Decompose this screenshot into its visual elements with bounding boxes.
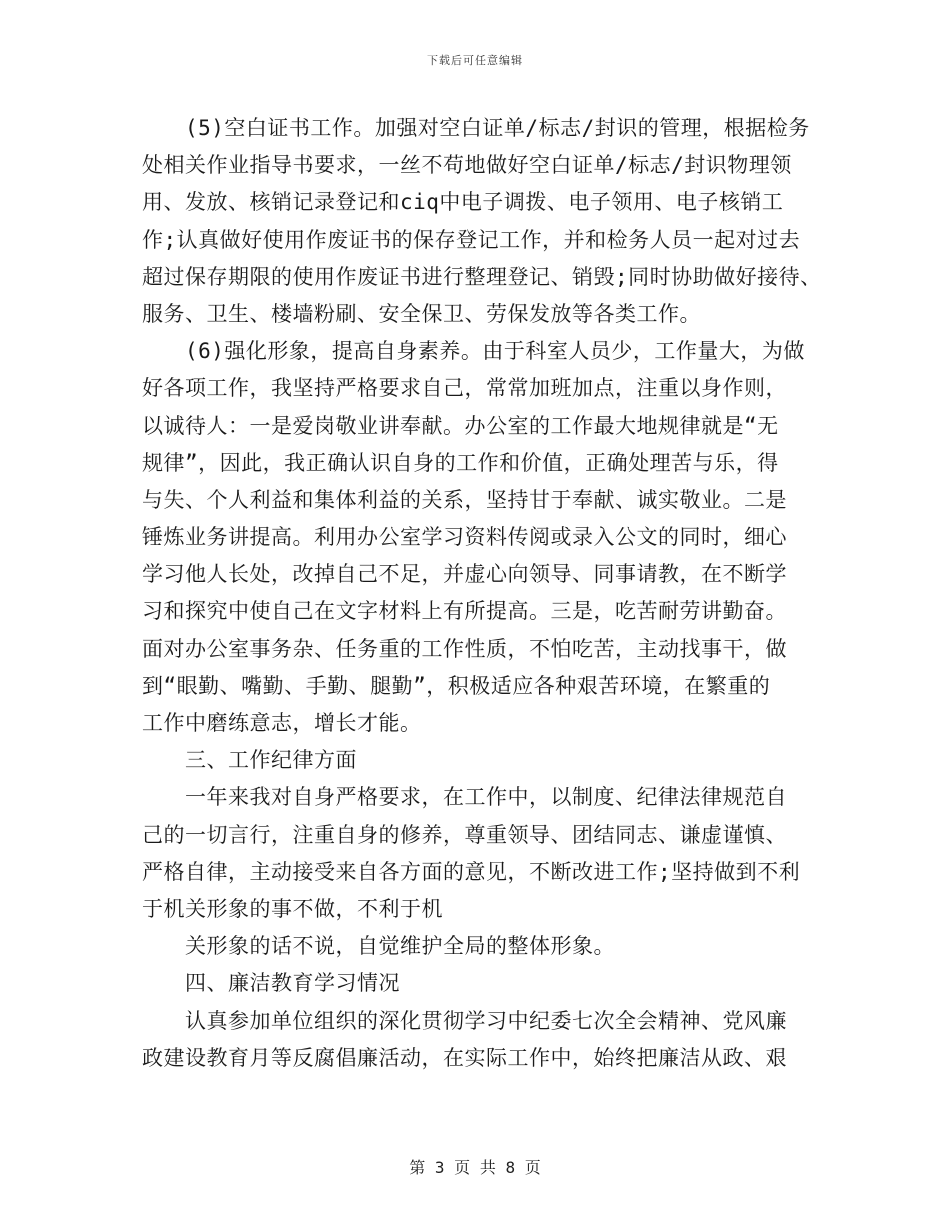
- text-line: 于机关形象的事不做，不利于机: [142, 896, 443, 921]
- text-line: 到“眼勤、嘴勤、手勤、腿勤”，积极适应各种艰苦环境，在繁重的: [142, 673, 771, 698]
- text-line: 一年来我对自身严格要求，在工作中，以制度、纪律法律规范自: [185, 785, 787, 810]
- text-line: 好各项工作，我坚持严格要求自己，常常加班加点，注重以身作则，: [142, 376, 787, 401]
- text-line: 规律”，因此，我正确认识自身的工作和价值，正确处理苦与乐，得: [142, 450, 779, 475]
- text-line: 超过保存期限的使用作废证书进行整理登记、销毁;同时协助做好接待、: [142, 264, 822, 289]
- text-line: 认真参加单位组织的深化贯彻学习中纪委七次全会精神、党风廉: [185, 1008, 787, 1033]
- text-line: (5)空白证书工作。加强对空白证单/标志/封识的管理，根据检务: [185, 116, 810, 140]
- text-line: (6)强化形象，提高自身素养。由于科室人员少，工作量大，为做: [185, 339, 805, 364]
- text-line: 严格自律，主动接受来自各方面的意见，不断改进工作;坚持做到不利: [142, 859, 801, 884]
- text-line: 三、工作纪律方面: [185, 748, 357, 773]
- text-line: 己的一切言行，注重自身的修养，尊重领导、团结同志、谦虚谨慎、: [142, 822, 787, 847]
- text-line: 习和探究中使自己在文字材料上有所提高。三是，吃苦耐劳讲勤奋。: [142, 599, 787, 624]
- text-line: 工作中磨练意志，增长才能。: [142, 711, 422, 735]
- text-line: 用、发放、核销记录登记和ciq中电子调拨、电子领用、电子核销工: [142, 190, 784, 215]
- text-line: 锤炼业务讲提高。利用办公室学习资料传阅或录入公文的同时，细心: [142, 525, 787, 550]
- page-number: 第 3 页 共 8 页: [409, 1158, 541, 1177]
- text-line: 作;认真做好使用作废证书的保存登记工作，并和检务人员一起对过去: [142, 227, 801, 252]
- text-line: 以诚待人：一是爱岗敬业讲奉献。办公室的工作最大地规律就是“无: [142, 413, 779, 438]
- text-line: 四、廉洁教育学习情况: [185, 971, 400, 996]
- text-line: 服务、卫生、楼墙粉刷、安全保卫、劳保发放等各类工作。: [142, 301, 701, 326]
- document-body: [142, 110, 822, 1077]
- text-line: 政建设教育月等反腐倡廉活动，在实际工作中，始终把廉洁从政、艰: [142, 1045, 787, 1070]
- text-line: 与失、个人利益和集体利益的关系，坚持甘于奉献、诚实敬业。二是: [142, 487, 787, 512]
- text-line: 面对办公室事务杂、任务重的工作性质，不怕吃苦，主动找事干，做: [142, 636, 787, 661]
- text-line: 处相关作业指导书要求，一丝不苟地做好空白证单/标志/封识物理领: [142, 153, 792, 178]
- header-note: 下载后可任意编辑: [427, 54, 523, 67]
- text-line: 关形象的话不说，自觉维护全局的整体形象。: [185, 934, 615, 959]
- text-line: 学习他人长处，改掉自己不足，并虚心向领导、同事请教，在不断学: [142, 562, 787, 587]
